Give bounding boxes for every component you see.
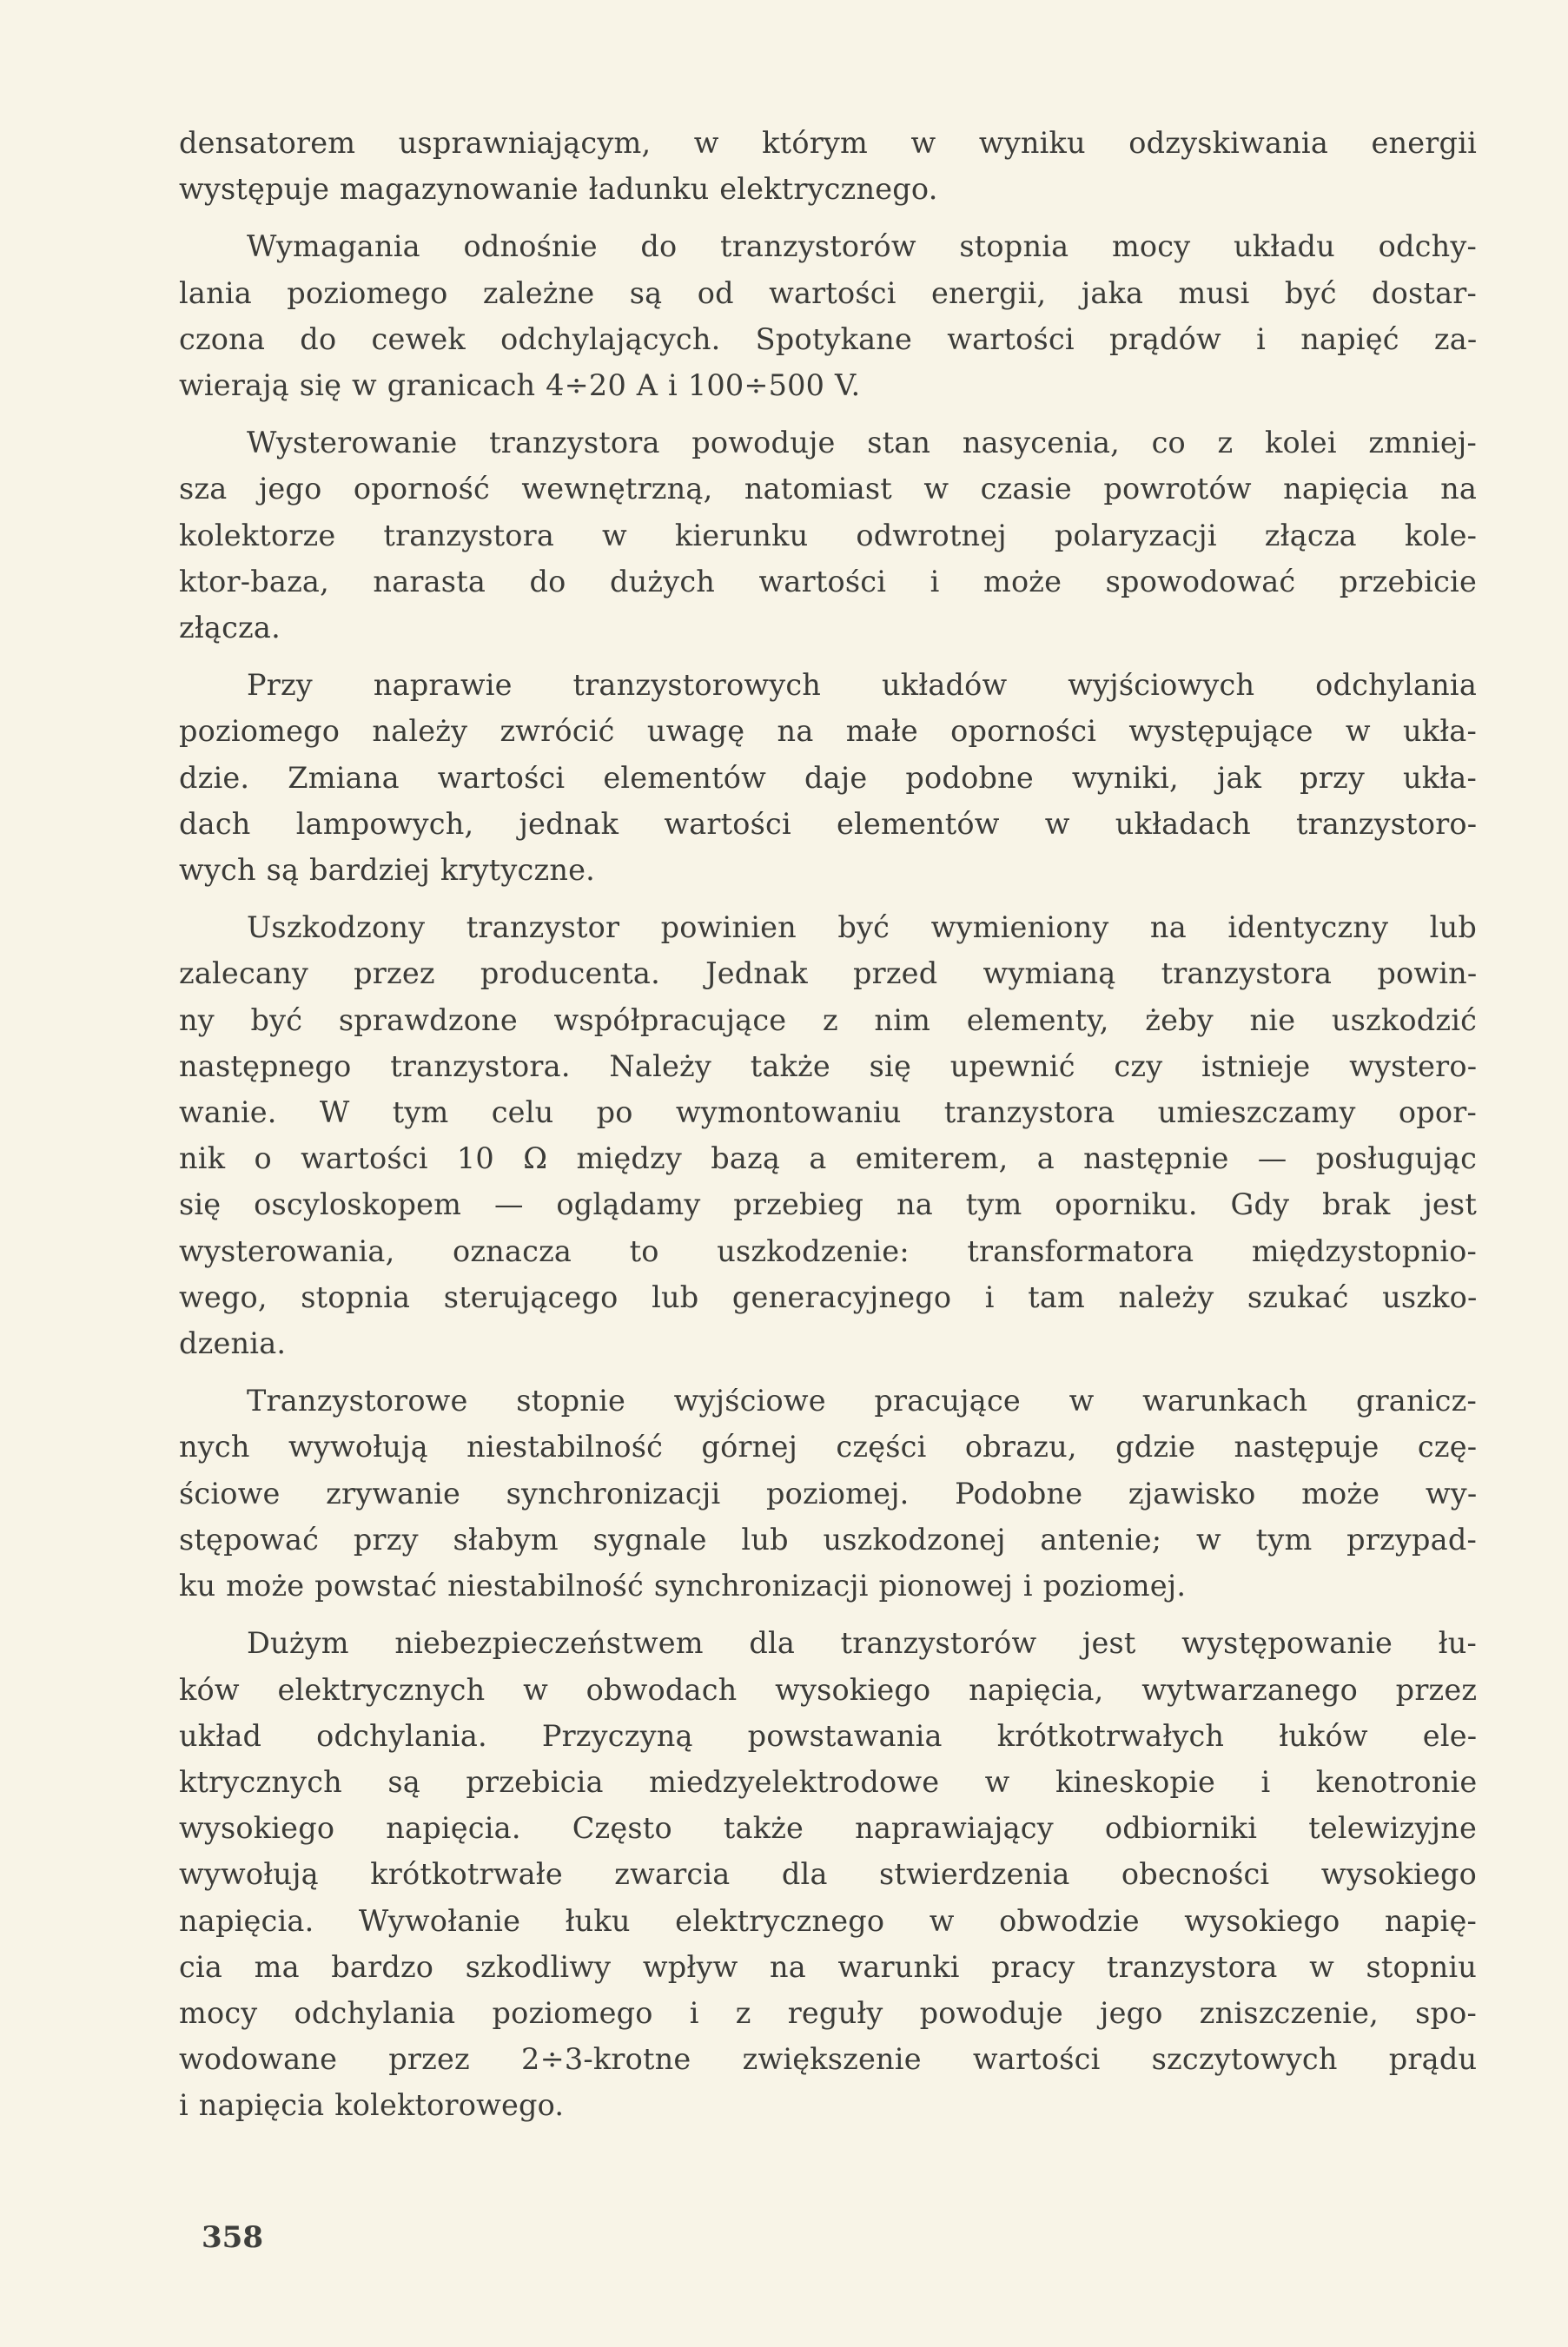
text-line: cia ma bardzo szkodliwy wpływ na warunki pracy tranzystora w stopniu xyxy=(179,1949,1478,1984)
text-line: zalecany przez producenta. Jednak przed wymianą tranzystora powin- xyxy=(179,956,1478,991)
page-body xyxy=(179,120,1477,2129)
paragraph xyxy=(179,420,1477,651)
text-line: wysterowania, oznacza to uszkodzenie: transformatora międzystopnio- xyxy=(179,1233,1477,1268)
text-line: Wymagania odnośnie do tranzystorów stopnia mocy układu odchy- xyxy=(247,229,1477,264)
text-line: czona do cewek odchylających. Spotykane wartości prądów i napięć za- xyxy=(179,321,1478,356)
text-line: Wysterowanie tranzystora powoduje stan nasycenia, co z kolei zmniej- xyxy=(247,426,1477,460)
text-line: ku może powstać niestabilność synchronizacji pionowej i poziomej. xyxy=(179,1569,1187,1603)
text-line: i napięcia kolektorowego. xyxy=(179,2088,565,2123)
text-line: wierają się w granicach 4÷20 A i 100÷500 V. xyxy=(179,368,861,403)
text-line: dzie. Zmiana wartości elementów daje podobne wyniki, jak przy ukła- xyxy=(179,760,1477,795)
text-line: dzenia. xyxy=(179,1326,287,1361)
text-line: nych wywołują niestabilność górnej części obrazu, gdzie następuje czę- xyxy=(179,1430,1478,1464)
text-line: wych są bardziej krytyczne. xyxy=(179,853,595,888)
text-line: wysokiego napięcia. Często także naprawiający odbiorniki telewizyjne xyxy=(179,1811,1477,1846)
text-line: Uszkodzony tranzystor powinien być wymieniony na identyczny lub xyxy=(247,910,1477,945)
text-line: ściowe zrywanie synchronizacji poziomej. Podobne zjawisko może wy- xyxy=(179,1476,1478,1511)
paragraph xyxy=(179,120,1477,212)
text-line: kolektorze tranzystora w kierunku odwrotnej polaryzacji złącza kole- xyxy=(179,518,1478,552)
text-line: wodowane przez 2÷3-krotne zwiększenie wartości szczytowych prądu xyxy=(179,2042,1478,2077)
text-line: nik o wartości 10 Ω między bazą a emiterem, a następnie — posługując xyxy=(179,1141,1478,1176)
text-line: Przy naprawie tranzystorowych układów wyjściowych odchylania xyxy=(247,668,1477,703)
paragraph xyxy=(179,223,1477,408)
text-line: dach lampowych, jednak wartości elementów w układach tranzystoro- xyxy=(179,806,1478,841)
text-line: ny być sprawdzone współpracujące z nim elementy, żeby nie uszkodzić xyxy=(179,1002,1478,1037)
text-line: ktrycznych są przebicia miedzyelektrodowe w kineskopie i kenotronie xyxy=(179,1764,1478,1799)
text-line: stępować przy słabym sygnale lub uszkodzonej antenie; w tym przypad- xyxy=(179,1522,1477,1557)
text-line: wywołują krótkotrwałe zwarcia dla stwierdzenia obecności wysokiego xyxy=(179,1857,1477,1892)
text-line: ków elektrycznych w obwodach wysokiego napięcia, wytwarzanego przez xyxy=(179,1672,1478,1707)
page-number: 358 xyxy=(202,2220,263,2255)
text-line: lania poziomego zależne są od wartości energii, jaka musi być dostar- xyxy=(179,275,1477,310)
text-line: się oscyloskopem — oglądamy przebieg na tym oporniku. Gdy brak jest xyxy=(179,1187,1477,1222)
paragraph xyxy=(179,904,1477,1366)
text-line: sza jego oporność wewnętrzną, natomiast w czasie powrotów napięcia na xyxy=(179,472,1478,506)
text-line: ktor-baza, narasta do dużych wartości i może spowodować przebicie xyxy=(179,564,1477,598)
paragraph xyxy=(179,662,1477,893)
text-line: wego, stopnia sterującego lub generacyjnego i tam należy szukać uszko- xyxy=(179,1279,1478,1314)
text-line: mocy odchylania poziomego i z reguły powoduje jego zniszczenie, spo- xyxy=(179,1995,1477,2030)
text-line: poziomego należy zwrócić uwagę na małe oporności występujące w ukła- xyxy=(179,714,1477,749)
text-line: densatorem usprawniającym, w którym w wyniku odzyskiwania energii xyxy=(179,126,1477,160)
text-line: układ odchylania. Przyczyną powstawania krótkotrwałych łuków ele- xyxy=(179,1718,1478,1753)
text-line: wanie. W tym celu po wymontowaniu tranzystora umieszczamy opor- xyxy=(179,1095,1477,1130)
text-line: występuje magazynowanie ładunku elektrycznego. xyxy=(179,172,938,207)
text-line: następnego tranzystora. Należy także się upewnić czy istnieje wystero- xyxy=(179,1048,1478,1083)
paragraph xyxy=(179,1378,1477,1609)
paragraph xyxy=(179,1620,1477,2128)
text-line: Tranzystorowe stopnie wyjściowe pracujące w warunkach granicz- xyxy=(247,1384,1477,1418)
text-line: złącza. xyxy=(179,611,281,645)
text-line: Dużym niebezpieczeństwem dla tranzystorów jest występowanie łu- xyxy=(247,1626,1477,1661)
text-line: napięcia. Wywołanie łuku elektrycznego w obwodzie wysokiego napię- xyxy=(179,1903,1477,1938)
